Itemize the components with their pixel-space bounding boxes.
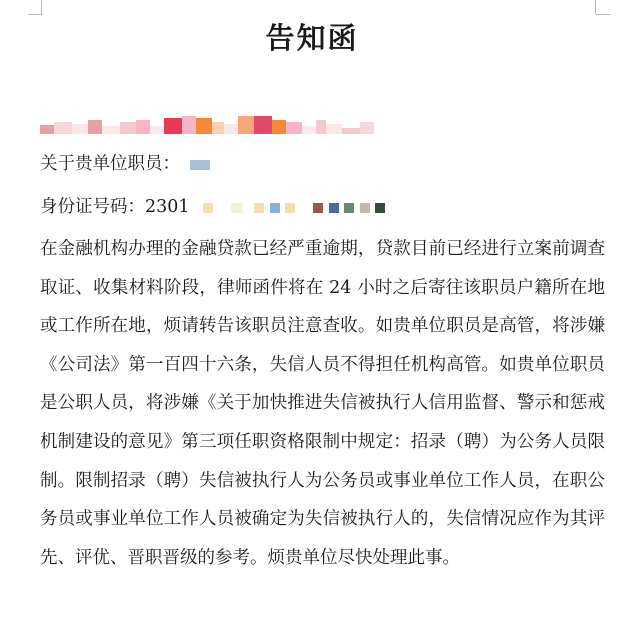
id-label: 身份证号码： <box>40 197 145 217</box>
notice-body <box>40 230 605 577</box>
id-number-line <box>40 193 385 218</box>
document-title: 告知函 <box>265 21 359 55</box>
page-corner-mark-top-left <box>41 0 42 14</box>
redacted-id-digits <box>195 198 385 218</box>
page-corner-mark-top-left <box>28 14 42 15</box>
id-prefix: 2301 <box>145 197 190 217</box>
page-corner-mark-top-right <box>595 0 596 14</box>
page-corner-mark-top-right <box>596 14 610 15</box>
recipient-line <box>40 150 210 175</box>
redacted-name <box>190 160 210 170</box>
body-paragraph: 在金融机构办理的金融贷款已经严重逾期，贷款目前已经进行立案前调查取证、收集材料阶段，律师函件将在 24 小时之后寄往该职员户籍所在地或工作所在地，烦请转告该职员注意查收。如贵单位职员是高管，将涉嫌《公司法》第一百四十六条，失信人员不得担任机构高管。如贵单位职员是公职人员，将涉嫌《关于加快推进失信被执行人信用监督、警示和惩戒机制建设的意见》第三项任职资格限制中规定：招录（聘）为公务人员限制。限制招录（聘）失信被执行人为公务员或事业单位工作人员，在职公务员或事业单位工作人员被确定为失信被执行人的，失信情况应作为其评先、评优、晋职晋级的参考。烦贵单位尽快处理此事。 <box>40 239 605 568</box>
redacted-addressee <box>40 116 374 134</box>
recipient-label: 关于贵单位职员： <box>40 154 180 174</box>
